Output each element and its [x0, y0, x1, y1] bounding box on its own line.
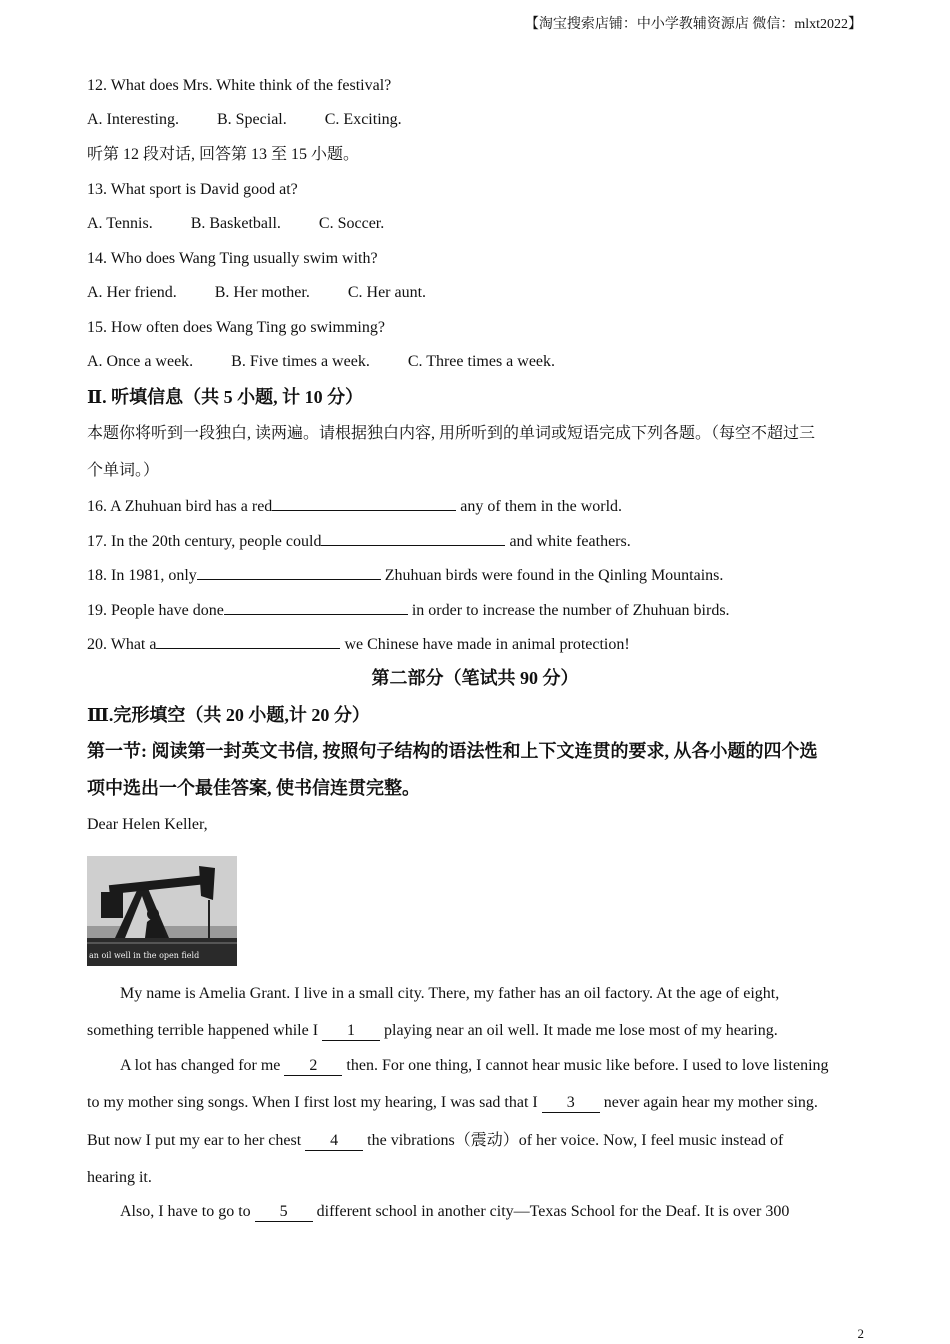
answer-blank[interactable]: [272, 494, 456, 511]
option-c: C. Three times a week.: [407, 353, 556, 370]
answer-blank[interactable]: [224, 598, 408, 615]
part-2-title: 第二部分（笔试共 90 分）: [371, 668, 579, 688]
letter-line-5: But now I put my ear to her chest 4 the vibrations（震动）of her voice. Now, I feel music instead of: [87, 1132, 784, 1149]
letter-line-4: to my mother sing songs. When I first lost my hearing, I was sad that I 3 never again hear my mother sing.: [87, 1094, 818, 1111]
answer-blank[interactable]: [321, 529, 505, 546]
option-a: A. Tennis.: [87, 215, 153, 232]
fill-item-19: 19. People have done in order to increase the number of Zhuhuan birds.: [87, 598, 730, 622]
letter-salutation: Dear Helen Keller,: [87, 816, 208, 833]
option-b: B. Five times a week.: [231, 353, 370, 370]
question-13: 13. What sport is David good at?: [87, 181, 298, 198]
question-12-options: [87, 109, 402, 131]
option-c: C. Exciting.: [324, 111, 402, 128]
option-b: B. Her mother.: [214, 284, 310, 301]
cloze-blank-1[interactable]: 1: [322, 1022, 380, 1041]
section-3-instruction-1: 第一节: 阅读第一封英文书信, 按照句子结构的语法性和上下文连贯的要求, 从各小题的四个选: [87, 741, 818, 761]
question-12: 12. What does Mrs. White think of the festival?: [87, 77, 392, 94]
letter-line-7: Also, I have to go to 5 different school in another city—Texas School for the Deaf. It is over 300: [120, 1203, 790, 1220]
fill-item-20: 20. What a we Chinese have made in animal protection!: [87, 632, 630, 656]
letter-line-2: something terrible happened while I 1 playing near an oil well. It made me lose most of my hearing.: [87, 1022, 778, 1039]
option-a: A. Interesting.: [87, 111, 179, 128]
cloze-blank-2[interactable]: 2: [284, 1057, 342, 1076]
letter-line-6: hearing it.: [87, 1169, 152, 1186]
cloze-blank-4[interactable]: 4: [305, 1132, 363, 1151]
option-c: C. Her aunt.: [347, 284, 427, 301]
question-15: 15. How often does Wang Ting go swimming?: [87, 319, 385, 336]
question-14: 14. Who does Wang Ting usually swim with?: [87, 250, 378, 267]
question-14-options: [87, 282, 426, 304]
option-b: B. Special.: [216, 111, 287, 128]
question-13-options: [87, 213, 384, 235]
page-number: 2: [857, 1326, 864, 1341]
option-c: C. Soccer.: [318, 215, 385, 232]
fill-item-16: 16. A Zhuhuan bird has a red any of them in the world.: [87, 494, 622, 518]
cloze-blank-5[interactable]: 5: [255, 1203, 313, 1222]
option-a: A. Her friend.: [87, 284, 177, 301]
oil-well-silhouette: [87, 856, 237, 966]
oil-well-photo: [87, 856, 237, 966]
fill-item-18: 18. In 1981, only Zhuhuan birds were found in the Qinling Mountains.: [87, 563, 723, 587]
page-header: 【淘宝搜索店铺：中小学教辅资源店 微信：mlxt2022】: [524, 17, 862, 32]
fill-item-17: 17. In the 20th century, people could and white feathers.: [87, 529, 631, 553]
letter-line-1: My name is Amelia Grant. I live in a small city. There, my father has an oil factory. At the age of eight,: [120, 985, 780, 1002]
cloze-blank-3[interactable]: 3: [542, 1094, 600, 1113]
section-2-instruction-1: 本题你将听到一段独白, 读两遍。请根据独白内容, 用所听到的单词或短语完成下列各题。（每空不超过三: [87, 425, 816, 442]
section-3-instruction-2: 项中选出一个最佳答案, 使书信连贯完整。: [87, 778, 420, 798]
option-a: A. Once a week.: [87, 353, 194, 370]
letter-line-3: A lot has changed for me 2 then. For one thing, I cannot hear music like before. I used to love listening: [120, 1057, 829, 1074]
answer-blank[interactable]: [156, 632, 340, 649]
dialog-instruction: 听第 12 段对话, 回答第 13 至 15 小题。: [87, 146, 360, 163]
section-3-title: Ⅲ.完形填空（共 20 小题,计 20 分）: [87, 705, 370, 725]
photo-caption: an oil well in the open field: [89, 951, 200, 960]
option-b: B. Basketball.: [190, 215, 281, 232]
section-2-title: Ⅱ. 听填信息（共 5 小题, 计 10 分）: [87, 387, 364, 407]
section-2-instruction-2: 个单词。）: [87, 462, 160, 479]
answer-blank[interactable]: [197, 563, 381, 580]
question-15-options: [87, 351, 555, 373]
